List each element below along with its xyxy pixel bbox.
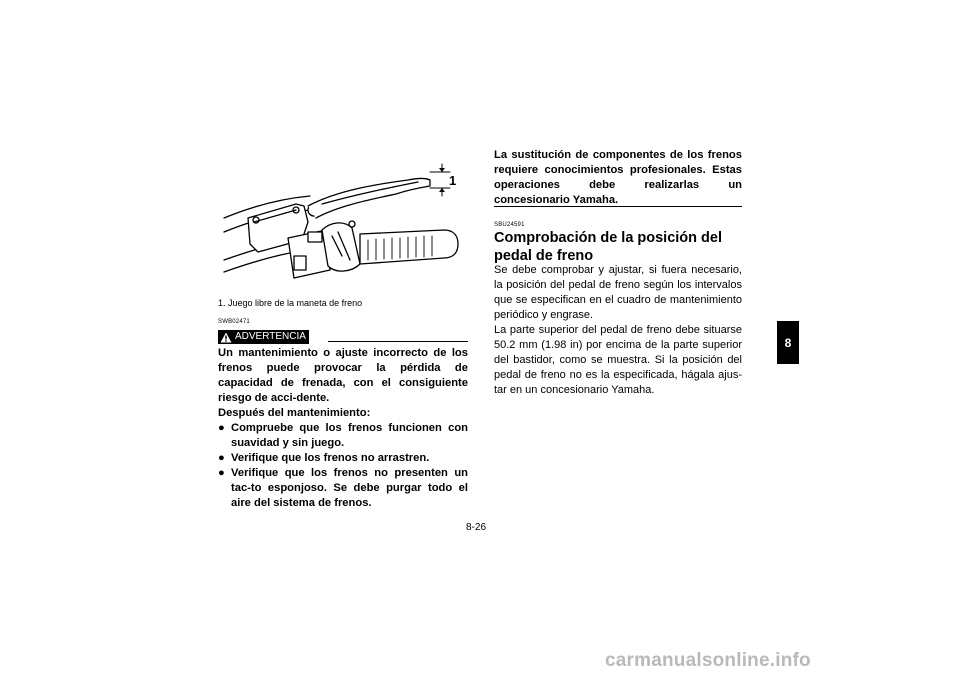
section-body	[494, 263, 742, 398]
warning-continued-text: La sustitución de componentes de los frenos requiere conocimientos profesionales. Estas operaciones debe realizarlas un concesionario Yamaha.	[494, 149, 742, 206]
warning-bullet-text: Verifique que los frenos no presenten un tac-to esponjoso. Se debe purgar todo el aire del sistema de frenos.	[231, 467, 468, 509]
section-paragraph: Se debe comprobar y ajustar, si fuera necesario, la posición del pedal de freno según los intervalos que se especifican en el cuadro de mantenimiento periódico y engrase.	[494, 264, 742, 321]
warning-code: SWB02471	[218, 319, 250, 325]
bullet-dot-icon: ●	[218, 467, 225, 479]
callout-number: 1	[449, 173, 457, 188]
section-title: Comprobación de la posición del pedal de freno	[494, 230, 722, 264]
warning-bullet-text: Compruebe que los frenos funcionen con suavidad y sin juego.	[231, 422, 468, 449]
warning-body	[218, 346, 468, 511]
bullet-dot-icon: ●	[218, 452, 225, 464]
chapter-tab: 8	[777, 321, 799, 364]
warning-bullet	[218, 421, 468, 451]
section-code: SBU24591	[494, 222, 525, 228]
warning-bullet-text: Verifique que los frenos no arrastren.	[231, 452, 430, 464]
brake-lever-figure	[218, 160, 470, 295]
page-number: 8-26	[466, 522, 487, 533]
warning-end-rule	[494, 206, 742, 207]
section-paragraph: La parte superior del pedal de freno debe situarse 50.2 mm (1.98 in) por encima de la parte superior del bastidor, como se muestra. Si la posición del pedal de freno no es la especificada, hágala ajus-tar en un concesionario Yamaha.	[494, 324, 742, 396]
warning-intro: Un mantenimiento o ajuste incorrecto de los frenos puede provocar la pérdida de capacidad de frenada, con el consiguiente riesgo de acci-dente.	[218, 347, 468, 404]
figure-caption: 1. Juego libre de la maneta de freno	[218, 298, 363, 308]
warning-icon	[220, 332, 232, 343]
warning-bullet	[218, 451, 468, 466]
brake-lever-illustration	[218, 160, 470, 295]
warning-continued	[494, 148, 742, 208]
warning-label: ADVERTENCIA	[235, 331, 306, 342]
warning-after-label: Después del mantenimiento:	[218, 407, 371, 419]
warning-rule	[328, 341, 468, 342]
warning-badge	[218, 330, 309, 344]
warning-header	[218, 330, 468, 344]
warning-bullet	[218, 466, 468, 511]
watermark: carmanualsonline.info	[605, 650, 811, 671]
bullet-dot-icon: ●	[218, 422, 225, 434]
